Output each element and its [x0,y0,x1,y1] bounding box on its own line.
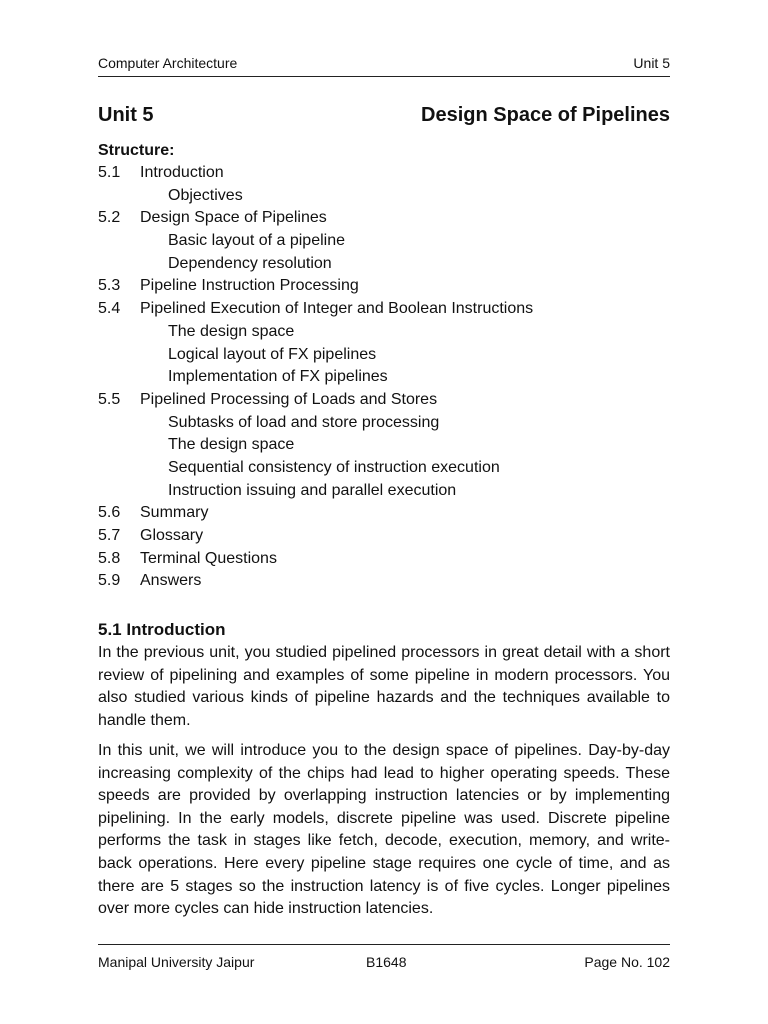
structure-heading: Structure: [98,142,175,159]
document-page [98,0,670,1024]
toc-list [98,162,670,593]
section-heading-introduction: 5.1 Introduction [98,620,226,639]
intro-paragraph: In the previous unit, you studied pipelined processors in great detail with a short review of pipelining and examples of some pipeline in modern processors. You also studied various kinds of pipeline hazards and the techniques available to handle them. [98,644,670,729]
toc-subitem [98,185,670,208]
footer-divider [98,944,670,945]
toc-subitem [98,412,670,435]
toc-subitem [98,366,670,389]
toc-item [98,275,670,298]
footer-university: Manipal University Jaipur [98,954,255,970]
unit-title: Design Space of Pipelines [421,104,670,126]
toc-item [98,548,670,571]
toc-item-title: Introduction [140,164,224,181]
toc-item [98,298,670,321]
toc-subitem-title: Subtasks of load and store processing [168,413,440,431]
toc-subitem [98,434,670,457]
toc-item-title: Pipelined Processing of Loads and Stores [140,390,438,408]
intro-paragraph: In this unit, we will introduce you to the design space of pipelines. Day-by-day increasing complexity of the chips had lead to higher operating speeds. These speeds are provided by overlapping instruction latencies or by implementing pipelining. In the early models, discrete pipeline was used. Discrete pipeline performs the task in stages like fetch, decode, execution, memory, and write-back operations. Here every pipeline stage requires one cycle of time, and as there are 5 stages so the instruction latency is of five cycles. Longer pipelines over more cycles can hide instruction latencies. [98,742,670,918]
toc-item [98,502,670,525]
toc-item-title: Pipelined Execution of Integer and Boolean Instructions [140,300,534,318]
header-divider [98,76,670,77]
toc-item-title: Answers [140,572,202,590]
toc-item [98,207,670,230]
toc-subitem-title: Sequential consistency of instruction execution [168,458,500,476]
structure-outline [98,140,670,593]
unit-number: Unit 5 [98,104,154,126]
toc-subitem-title: Instruction issuing and parallel execution [168,481,457,499]
toc-subitem-title: Objectives [168,186,243,204]
toc-subitem-title: Basic layout of a pipeline [168,232,345,250]
footer-page-number: Page No. 102 [584,954,670,970]
toc-item-number: 5.6 [98,504,121,522]
toc-item-number: 5.8 [98,549,121,567]
toc-subitem-title: Logical layout of FX pipelines [168,345,377,363]
toc-item [98,389,670,412]
toc-item-title: Design Space of Pipelines [140,209,327,227]
toc-item [98,570,670,593]
header-unit-label: Unit 5 [633,55,670,71]
toc-subitem-title: The design space [168,436,295,454]
toc-subitem-title: Dependency resolution [168,254,332,272]
toc-item-title: Pipeline Instruction Processing [140,277,359,295]
page-footer [98,952,670,972]
toc-subitem [98,457,670,480]
toc-item [98,525,670,548]
toc-subitem-title: Implementation of FX pipelines [168,368,388,386]
toc-item-number: 5.4 [98,300,121,318]
toc-item-title: Glossary [140,527,204,544]
toc-subitem [98,253,670,276]
toc-subitem [98,480,670,503]
toc-item-number: 5.1 [98,164,121,181]
toc-item-number: 5.5 [98,390,121,408]
toc-subitem-title: The design space [168,322,295,340]
toc-item [98,162,670,185]
toc-item-number: 5.9 [98,572,121,590]
toc-item-title: Terminal Questions [140,549,277,567]
toc-subitem [98,344,670,367]
toc-item-number: 5.7 [98,527,121,544]
toc-item-number: 5.3 [98,277,121,295]
page-header [98,53,670,73]
toc-item-title: Summary [140,504,209,522]
header-course-title: Computer Architecture [98,55,238,71]
toc-subitem [98,230,670,253]
unit-title-row [98,100,670,130]
toc-item-number: 5.2 [98,209,121,227]
footer-course-code: B1648 [366,954,407,970]
toc-subitem [98,321,670,344]
